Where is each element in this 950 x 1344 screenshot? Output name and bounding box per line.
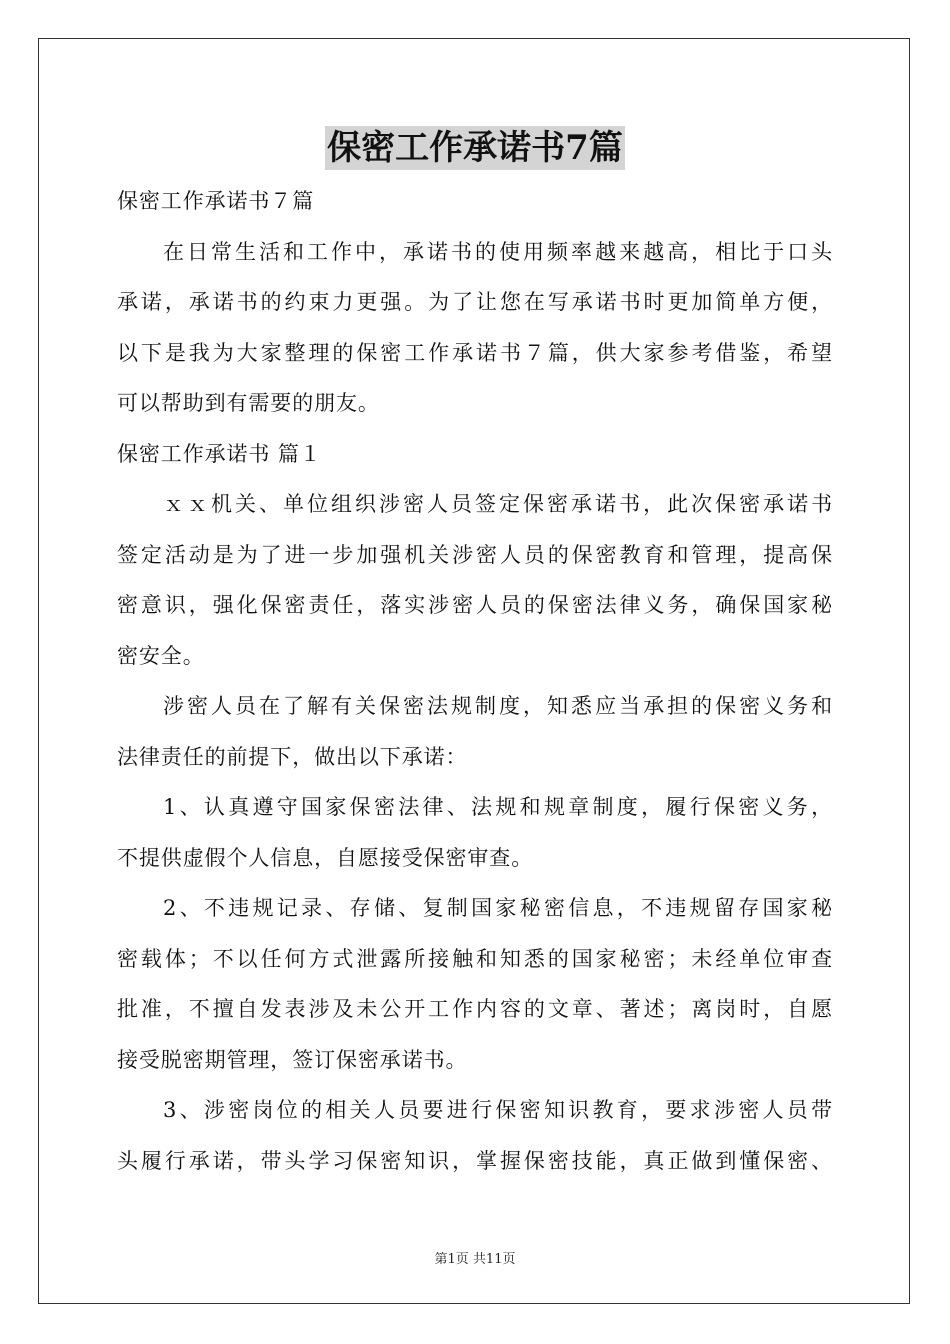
- body-line: 保密工作承诺书７篇: [117, 189, 315, 213]
- document-title: 保密工作承诺书7篇: [327, 128, 623, 168]
- body-line: 批准，不擅自发表涉及未公开工作内容的文章、著述；离岗时，自愿: [117, 997, 833, 1021]
- body-line: 头履行承诺，带头学习保密知识，掌握保密技能，真正做到懂保密、: [117, 1148, 833, 1173]
- body-line: 签定活动是为了进一步加强机关涉密人员的保密教育和管理，提高保: [117, 542, 833, 567]
- body-line: 2、不违规记录、存储、复制国家秘密信息，不违规留存国家秘: [163, 896, 833, 920]
- body-line: 不提供虚假个人信息，自愿接受保密审查。: [117, 845, 534, 870]
- body-line: 3、涉密岗位的相关人员要进行保密知识教育，要求涉密人员带: [163, 1098, 833, 1122]
- body-line: 密安全。: [117, 643, 205, 668]
- body-line: 接受脱密期管理，签订保密承诺书。: [117, 1047, 468, 1072]
- body-line: 可以帮助到有需要的朋友。: [117, 391, 380, 415]
- body-line: 密载体；不以任何方式泄露所接触和知悉的国家秘密；未经单位审查: [117, 946, 833, 971]
- body-line: 法律责任的前提下，做出以下承诺：: [117, 744, 468, 769]
- document-body: [117, 176, 833, 1186]
- page-footer: 第1页 共11页: [434, 1252, 516, 1267]
- body-line: 在日常生活和工作中，承诺书的使用频率越来越高，相比于口头: [163, 239, 833, 264]
- body-line: 保密工作承诺书 篇１: [117, 441, 322, 466]
- body-line: 以下是我为大家整理的保密工作承诺书７篇，供大家参考借鉴，希望: [117, 340, 833, 365]
- body-line: ｘｘ机关、单位组织涉密人员签定保密承诺书，此次保密承诺书: [163, 492, 833, 516]
- body-line: 密意识，强化保密责任，落实涉密人员的保密法律义务，确保国家秘: [117, 593, 833, 617]
- title-container: [0, 126, 950, 170]
- body-line: 涉密人员在了解有关保密法规制度，知悉应当承担的保密义务和: [163, 694, 833, 718]
- body-line: 1、认真遵守国家保密法律、法规和规章制度，履行保密义务，: [163, 795, 833, 819]
- body-line: 承诺，承诺书的约束力更强。为了让您在写承诺书时更加简单方便，: [117, 290, 833, 314]
